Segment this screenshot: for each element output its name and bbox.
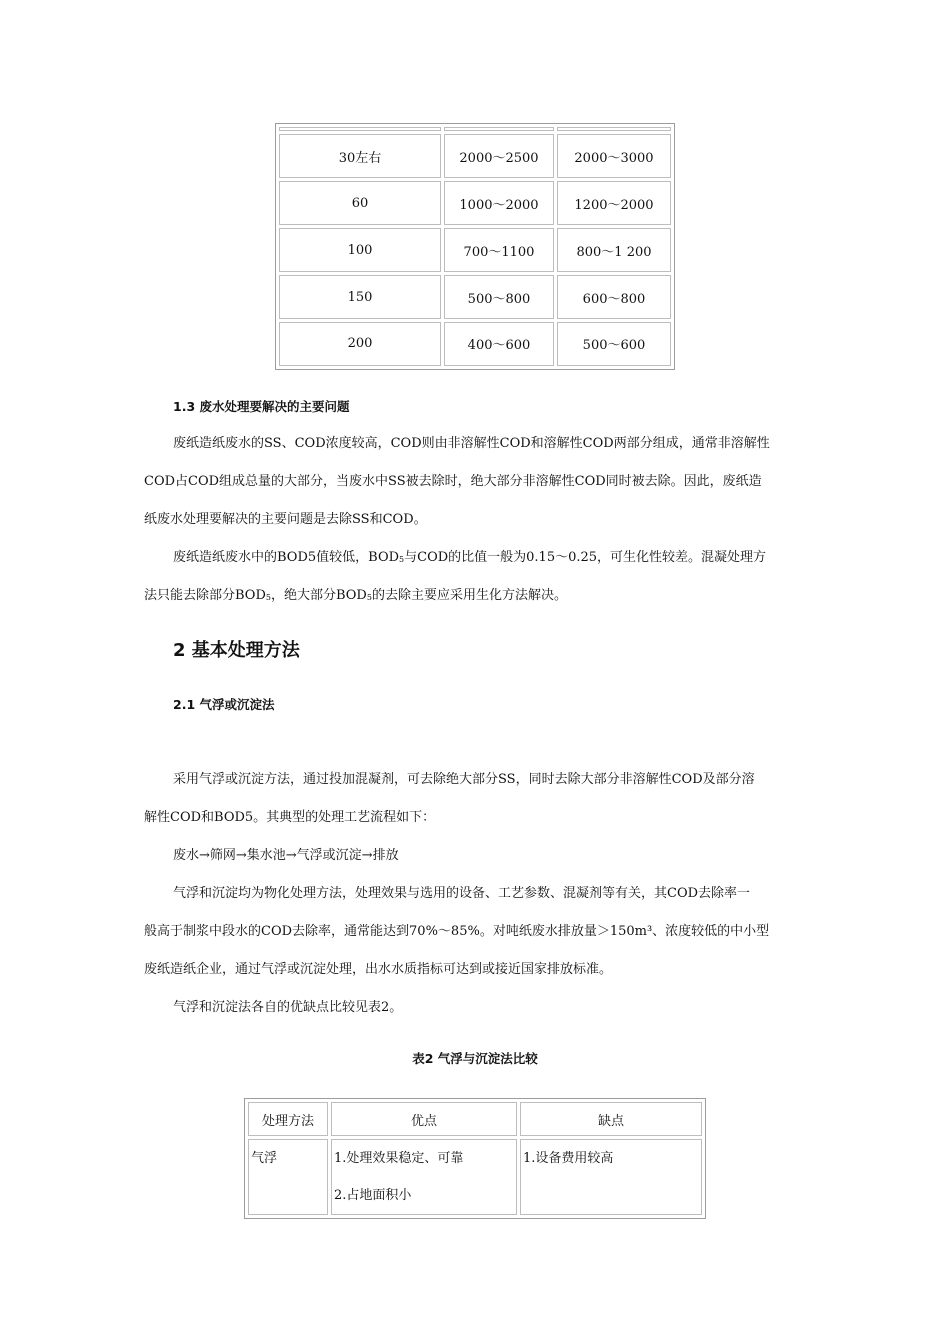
table-cell: 500～800 (444, 275, 554, 319)
process-flow: 废水→筛网→集水池→气浮或沉淀→排放 (173, 848, 399, 863)
table-cell: 2000～2500 (444, 134, 554, 178)
column-header-cons: 缺点 (520, 1102, 702, 1136)
column-header-pros: 优点 (331, 1102, 517, 1136)
table-cell (444, 127, 554, 131)
comparison-table (244, 1098, 706, 1213)
table-row (279, 181, 671, 225)
concentration-table (275, 123, 675, 370)
table-cell: 60 (279, 181, 441, 225)
paragraph-line: 气浮和沉淀均为物化处理方法，处理效果与选用的设备、工艺参数、混凝剂等有关，其COD去除率一 (173, 886, 751, 901)
paragraph-line (144, 576, 809, 617)
table-cell: 400～600 (444, 322, 554, 366)
table-cell: 700～1100 (444, 228, 554, 272)
table-cell-method: 气浮 (248, 1139, 328, 1215)
table-cell: 2000～3000 (557, 134, 671, 178)
table-cell: 100 (279, 228, 441, 272)
section-heading-1-3: 1.3 废水处理要解决的主要问题 (173, 399, 350, 414)
column-header-method: 处理方法 (248, 1102, 328, 1136)
table-cell: 1000～2000 (444, 181, 554, 225)
table-row (279, 134, 671, 178)
table-cell: 800～1 200 (557, 228, 671, 272)
table-header-row (248, 1102, 702, 1136)
table-cell: 600～800 (557, 275, 671, 319)
text-run: 法只能去除部分BOD (144, 588, 266, 603)
concentration-table-grid (275, 123, 675, 370)
list-item: 1.处理效果稳定、可靠 (334, 1151, 464, 1166)
list-item: 1.设备费用较高 (523, 1151, 614, 1166)
paragraph-bod (144, 538, 809, 579)
text-run: 的去除主要应采用生化方法解决。 (371, 588, 567, 603)
table-cell-pros (331, 1139, 517, 1215)
paragraph-ss-cod (144, 424, 809, 463)
paragraph-line: 废纸造纸废水的SS、COD浓度较高，COD则由非溶解性COD和溶解性COD两部分组成，通常非溶解性 (173, 436, 770, 451)
paragraph-line: 气浮和沉淀法各自的优缺点比较见表2。 (173, 1000, 403, 1015)
table-cell (557, 127, 671, 131)
table-row (279, 275, 671, 319)
comparison-table-grid (244, 1098, 706, 1219)
table-cell: 200 (279, 322, 441, 366)
text-run: 废纸造纸废水中的BOD5值较低，BOD (173, 550, 400, 565)
table-cell: 30左右 (279, 134, 441, 178)
subscript: 5 (265, 593, 271, 602)
paragraph-line: 纸废水处理要解决的主要问题是去除SS和COD。 (144, 512, 427, 527)
table-cell: 1200～2000 (557, 181, 671, 225)
table-cell (279, 127, 441, 131)
table-cell: 500～600 (557, 322, 671, 366)
section-heading-2: 2 基本处理方法 (173, 640, 300, 661)
subscript: 5 (399, 555, 405, 564)
text-run: ，绝大部分BOD (270, 588, 367, 603)
text-run: 与COD的比值一般为0.15～0.25，可生化性较差。混凝处理方 (404, 550, 767, 565)
section-heading-2-1: 2.1 气浮或沉淀法 (173, 697, 275, 712)
table-caption: 表2 气浮与沉淀法比较 (412, 1051, 538, 1066)
table-row (248, 1139, 702, 1215)
table-cell-cons (520, 1139, 702, 1215)
table-row (279, 228, 671, 272)
paragraph-line: 采用气浮或沉淀方法，通过投加混凝剂，可去除绝大部分SS，同时去除大部分非溶解性COD及部分溶 (173, 772, 755, 787)
paragraph-line: 废纸造纸企业，通过气浮或沉淀处理，出水水质指标可达到或接近国家排放标准。 (144, 962, 613, 977)
table-header-row (279, 127, 671, 131)
table-cell: 150 (279, 275, 441, 319)
paragraph-line: COD占COD组成总量的大部分，当废水中SS被去除时，绝大部分非溶解性COD同时被去除。因此，废纸造 (144, 474, 762, 489)
subscript: 5 (366, 593, 372, 602)
paragraph-line: 解性COD和BOD5。其典型的处理工艺流程如下： (144, 810, 436, 825)
list-item: 2.占地面积小 (334, 1188, 412, 1203)
table-row (279, 322, 671, 366)
paragraph-line: 般高于制浆中段水的COD去除率，通常能达到70%～85%。对吨纸废水排放量＞150m³、浓度较低的中小型 (144, 924, 770, 939)
